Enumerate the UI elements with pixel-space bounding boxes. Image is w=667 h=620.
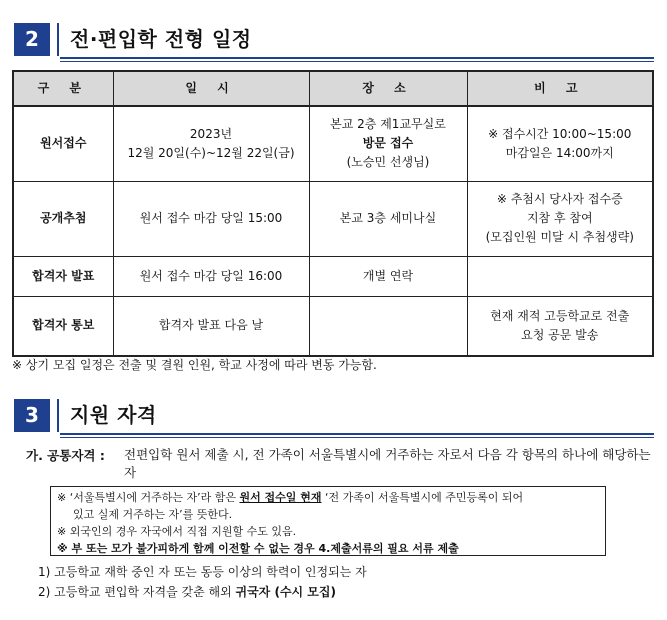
note-cell bbox=[467, 106, 653, 181]
divider bbox=[57, 23, 59, 56]
section-2-header bbox=[14, 23, 654, 56]
column-header: 장 소 bbox=[309, 71, 467, 106]
notice-emphasis: 원서 접수일 현재 bbox=[239, 491, 322, 504]
column-header: 비 고 bbox=[467, 71, 653, 106]
notice-text: ‘전 가족이 서울특별시에 주민등록이 되어 bbox=[321, 491, 524, 504]
common-qualification-label: 가. 공통자격 : bbox=[26, 448, 105, 463]
date-cell bbox=[113, 106, 309, 181]
cell-text: 지참 후 참여 bbox=[526, 211, 593, 225]
cell-text: 원서 접수 마감 당일 16:00 bbox=[139, 268, 283, 283]
list-item: 1) 고등학교 재학 중인 자 또는 동등 이상의 학력이 인정되는 자 bbox=[38, 565, 367, 579]
cell-text: 2023년 bbox=[189, 126, 233, 141]
cell-text: 12월 20일(수)~12월 22일(금) bbox=[127, 145, 295, 160]
row-label: 합격자 발표 bbox=[13, 256, 113, 296]
column-header: 일 시 bbox=[113, 71, 309, 106]
note-cell bbox=[467, 296, 653, 356]
notice-line: ※ 외국인의 경우 자국에서 직접 지원할 수도 있음. bbox=[57, 525, 297, 538]
divider bbox=[60, 437, 654, 438]
item-text: 2) 고등학교 편입학 자격을 갖춘 해외 bbox=[38, 585, 236, 599]
column-header: 구 분 bbox=[13, 71, 113, 106]
divider bbox=[57, 399, 59, 432]
place-cell bbox=[309, 256, 467, 296]
note-cell bbox=[467, 256, 653, 296]
cell-text: 본교 2층 제1교무실로 bbox=[330, 117, 446, 132]
date-cell bbox=[113, 296, 309, 356]
table-row bbox=[13, 296, 653, 356]
notice-line: ※ 부 또는 모가 불가피하게 함께 이전할 수 없는 경우 4.제출서류의 필요 서류 제출 bbox=[57, 542, 459, 555]
table-row bbox=[13, 256, 653, 296]
notice-text: ※ ‘서울특별시에 거주하는 자’라 함은 bbox=[57, 491, 240, 504]
date-cell bbox=[113, 181, 309, 256]
section-title: 전·편입학 전형 일정 bbox=[70, 27, 252, 51]
section-3-header bbox=[14, 399, 654, 432]
cell-text: 개별 연락 bbox=[362, 268, 414, 283]
cell-text: 현재 재적 고등학교로 전출 bbox=[490, 308, 630, 323]
schedule-table bbox=[12, 70, 654, 357]
row-label: 원서접수 bbox=[13, 106, 113, 181]
divider bbox=[60, 57, 654, 59]
place-cell bbox=[309, 181, 467, 256]
row-label: 공개추첨 bbox=[13, 181, 113, 256]
place-cell bbox=[309, 106, 467, 181]
divider bbox=[60, 61, 654, 62]
cell-text: ※ 접수시간 10:00~15:00 bbox=[488, 126, 632, 141]
table-row bbox=[13, 106, 653, 181]
place-cell bbox=[309, 296, 467, 356]
cell-text: 방문 접수 bbox=[362, 136, 414, 151]
item-emphasis: 귀국자 (수시 모집) bbox=[235, 585, 336, 599]
cell-text: 마감일은 14:00까지 bbox=[505, 145, 614, 160]
section-number: 2 bbox=[14, 23, 50, 56]
table-header-row bbox=[13, 71, 653, 106]
cell-text: 합격자 발표 다음 날 bbox=[158, 318, 264, 333]
date-cell bbox=[113, 256, 309, 296]
schedule-note: ※ 상기 모집 일정은 전출 및 결원 인원, 학교 사정에 따라 변동 가능함. bbox=[12, 358, 377, 372]
notice-line bbox=[57, 489, 599, 506]
notice-line: 있고 실제 거주하는 자’를 뜻한다. bbox=[73, 508, 233, 521]
cell-text: ※ 추첨시 당사자 접수증 bbox=[496, 192, 623, 206]
table-row bbox=[13, 181, 653, 256]
cell-text: 본교 3층 세미나실 bbox=[339, 211, 437, 225]
cell-text: (모집인원 미달 시 추첨생략) bbox=[485, 230, 634, 244]
common-qualification-text: 전편입학 원서 제출 시, 전 가족이 서울특별시에 거주하는 자로서 다음 각 항목의 하나에 해당하는 자 bbox=[124, 447, 651, 480]
cell-text: 원서 접수 마감 당일 15:00 bbox=[139, 211, 283, 225]
note-cell bbox=[467, 181, 653, 256]
list-item bbox=[38, 583, 336, 600]
section-number: 3 bbox=[14, 399, 50, 432]
divider bbox=[60, 433, 654, 435]
row-label: 합격자 통보 bbox=[13, 296, 113, 356]
cell-text: 요청 공문 발송 bbox=[521, 327, 599, 342]
cell-text: (노승민 선생님) bbox=[346, 155, 430, 170]
notice-box bbox=[50, 486, 606, 556]
section-title: 지원 자격 bbox=[70, 403, 157, 427]
